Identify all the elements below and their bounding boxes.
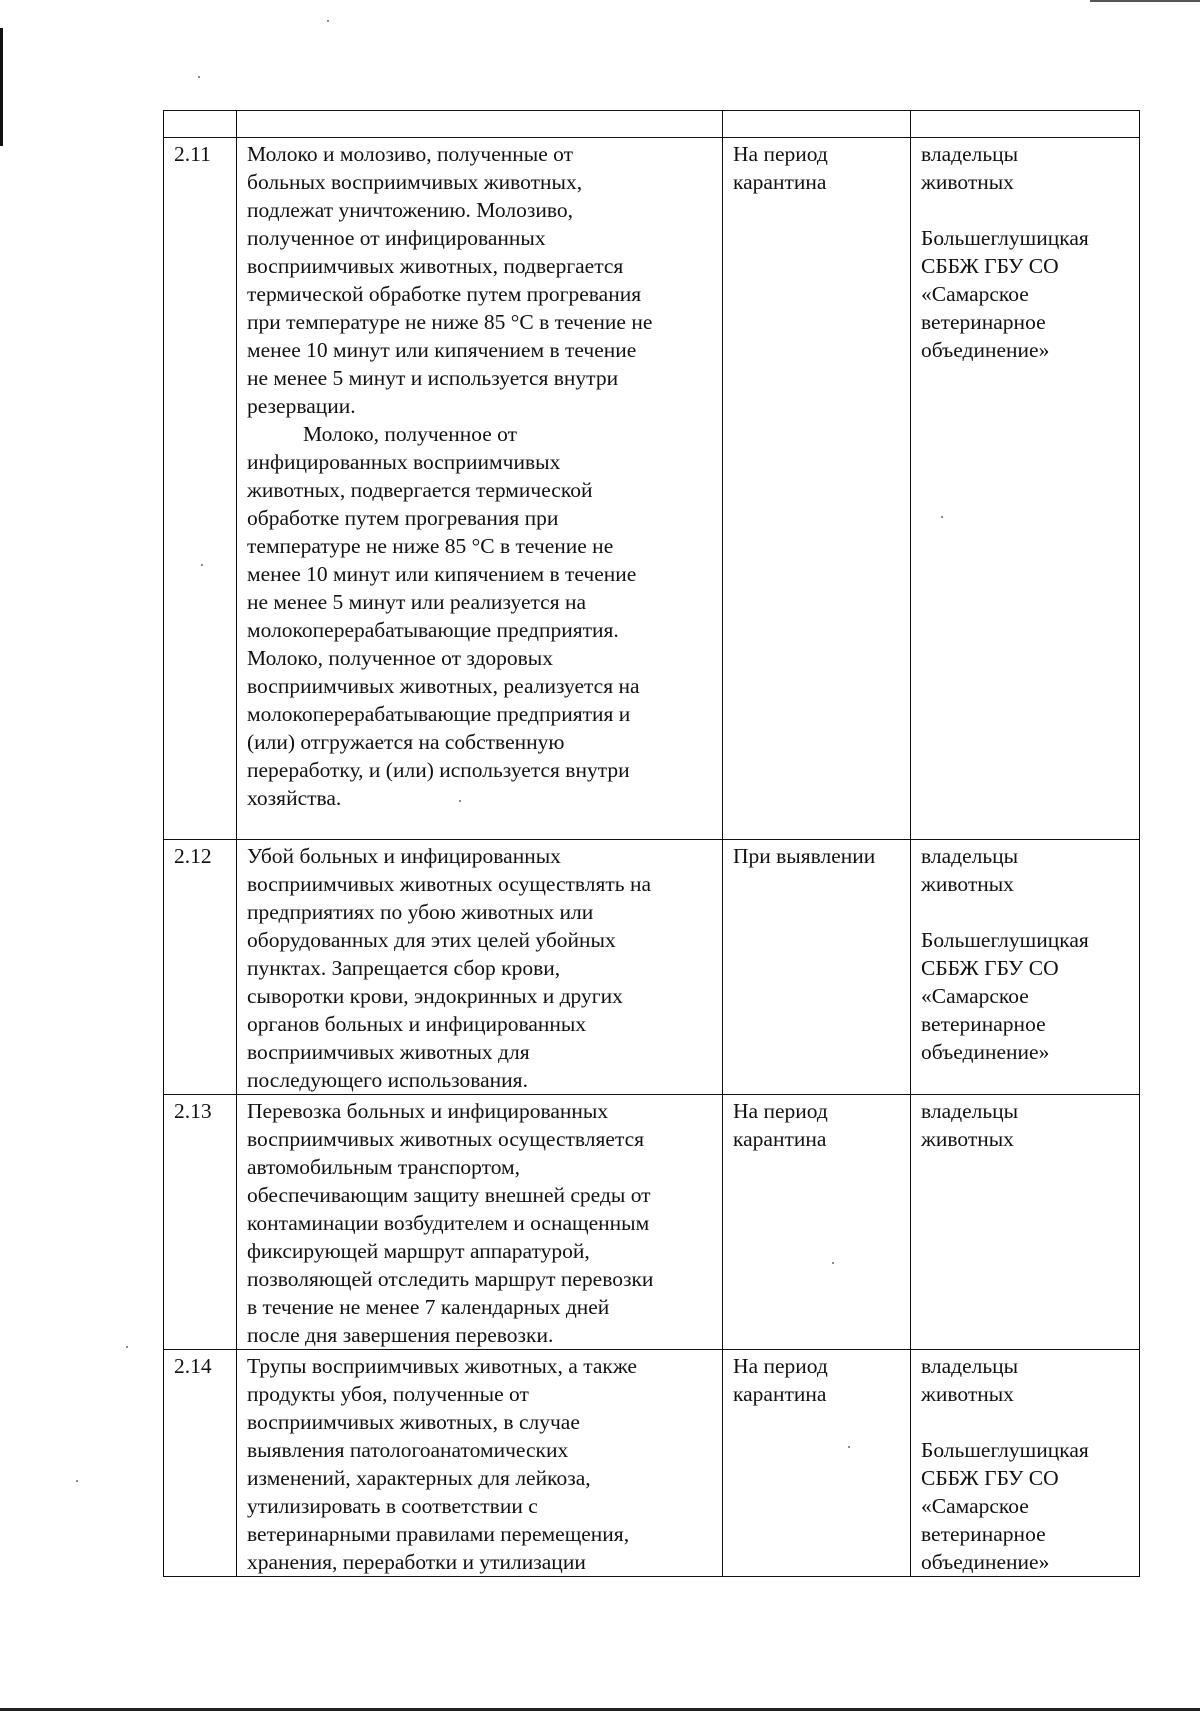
description-line: в течение не менее 7 календарных дней <box>247 1295 610 1319</box>
term-line: карантина <box>733 170 827 194</box>
header-cell <box>164 111 237 138</box>
responsible-line: «Самарское <box>921 984 1029 1008</box>
scan-speck <box>198 76 200 78</box>
term-line: На период <box>733 142 828 166</box>
description-line: Трупы восприимчивых животных, а также <box>247 1354 637 1378</box>
row-number: 2.13 <box>174 1099 212 1123</box>
responsible-line: ветеринарное <box>921 1012 1046 1036</box>
description-line: предприятиях по убою животных или <box>247 900 594 924</box>
description-line: восприимчивых животных осуществлять на <box>247 872 652 896</box>
description-line: Убой больных и инфицированных <box>247 844 561 868</box>
row-number: 2.11 <box>174 142 211 166</box>
description-line: позволяющей отследить маршрут перевозки <box>247 1267 654 1291</box>
responsible-line: «Самарское <box>921 282 1029 306</box>
term-cell <box>723 138 911 840</box>
description-line: органов больных и инфицированных <box>247 1012 587 1036</box>
term-line: При выявлении <box>733 844 876 868</box>
description-line: утилизировать в соответствии с <box>247 1494 538 1518</box>
scan-speck <box>126 1346 128 1348</box>
description-line: восприимчивых животных, подвергается <box>247 254 624 278</box>
description-line: продукты убоя, полученные от <box>247 1382 529 1406</box>
description-line: хозяйства. <box>247 786 342 810</box>
header-cell <box>911 111 1140 138</box>
term-cell <box>723 1350 911 1577</box>
responsible-gap <box>921 196 1131 224</box>
responsible-line: животных <box>921 872 1014 896</box>
responsible-line: объединение» <box>921 338 1050 362</box>
responsible-line: объединение» <box>921 1040 1050 1064</box>
description-line: восприимчивых животных, в случае <box>247 1410 580 1434</box>
description-line: изменений, характерных для лейкоза, <box>247 1466 591 1490</box>
responsible-cell <box>911 840 1140 1095</box>
row-number-cell <box>164 840 237 1095</box>
description-line: Перевозка больных и инфицированных <box>247 1099 609 1123</box>
scan-speck <box>327 20 329 22</box>
description-line: переработку, и (или) используется внутри <box>247 758 630 782</box>
description-line: Молоко и молозиво, полученные от <box>247 142 573 166</box>
scan-speck <box>76 1480 78 1482</box>
description-line: полученное от инфицированных <box>247 226 546 250</box>
description-line: обеспечивающим защиту внешней среды от <box>247 1183 651 1207</box>
measure-description-cell <box>237 1095 723 1350</box>
term-cell <box>723 840 911 1095</box>
description-line: менее 10 минут или кипячением в течение <box>247 338 637 362</box>
measures-table <box>163 110 1140 1577</box>
description-line: фиксирующей маршрут аппаратурой, <box>247 1239 590 1263</box>
table-row <box>164 840 1140 1095</box>
scan-top-mark <box>1090 0 1200 2</box>
table-header-row <box>164 111 1140 138</box>
term-cell <box>723 1095 911 1350</box>
description-line: (или) отгружается на собственную <box>247 730 565 754</box>
description-line: при температуре не ниже 85 °С в течение не <box>247 310 653 334</box>
responsible-line: владельцы <box>921 844 1019 868</box>
scan-edge-mark <box>0 28 3 146</box>
row-number: 2.12 <box>174 844 212 868</box>
description-line: не менее 5 минут или реализуется на <box>247 590 587 614</box>
description-line: инфицированных восприимчивых <box>247 450 561 474</box>
row-number-cell <box>164 138 237 840</box>
responsible-line: СББЖ ГБУ СО <box>921 1466 1059 1490</box>
header-cell <box>237 111 723 138</box>
table-row <box>164 1095 1140 1350</box>
responsible-line: животных <box>921 1382 1014 1406</box>
measure-description-cell <box>237 1350 723 1577</box>
row-number-cell <box>164 1350 237 1577</box>
description-line: менее 10 минут или кипячением в течение <box>247 562 637 586</box>
responsible-line: объединение» <box>921 1550 1050 1574</box>
term-line: карантина <box>733 1382 827 1406</box>
description-line: автомобильным транспортом, <box>247 1155 521 1179</box>
responsible-line: СББЖ ГБУ СО <box>921 254 1059 278</box>
responsible-line: СББЖ ГБУ СО <box>921 956 1059 980</box>
description-line: восприимчивых животных для <box>247 1040 530 1064</box>
table-row <box>164 138 1140 840</box>
responsible-line: ветеринарное <box>921 1522 1046 1546</box>
description-line: восприимчивых животных осуществляется <box>247 1127 645 1151</box>
responsible-line: владельцы <box>921 1099 1019 1123</box>
term-line: На период <box>733 1099 828 1123</box>
description-line: восприимчивых животных, реализуется на <box>247 674 640 698</box>
description-line: после дня завершения перевозки. <box>247 1323 554 1347</box>
scan-bottom-mark <box>0 1708 1200 1711</box>
table-row <box>164 1350 1140 1577</box>
description-line: хранения, переработки и утилизации <box>247 1550 586 1574</box>
description-line: сыворотки крови, эндокринных и других <box>247 984 623 1008</box>
description-line: животных, подвергается термической <box>247 478 593 502</box>
responsible-line: Большеглушицкая <box>921 928 1089 952</box>
responsible-line: владельцы <box>921 1354 1019 1378</box>
description-line: выявления патологоанатомических <box>247 1438 569 1462</box>
term-line: На период <box>733 1354 828 1378</box>
description-line: пунктах. Запрещается сбор крови, <box>247 956 561 980</box>
responsible-cell <box>911 138 1140 840</box>
description-line: молокоперерабатывающие предприятия и <box>247 702 631 726</box>
description-line: подлежат уничтожению. Молозиво, <box>247 198 573 222</box>
responsible-line: ветеринарное <box>921 310 1046 334</box>
responsible-cell <box>911 1095 1140 1350</box>
description-line: резервации. <box>247 394 356 418</box>
responsible-line: животных <box>921 170 1014 194</box>
row-number: 2.14 <box>174 1354 212 1378</box>
header-cell <box>723 111 911 138</box>
responsible-cell <box>911 1350 1140 1577</box>
responsible-line: животных <box>921 1127 1014 1151</box>
description-line: ветеринарными правилами перемещения, <box>247 1522 630 1546</box>
description-line: не менее 5 минут и используется внутри <box>247 366 619 390</box>
description-line: обработке путем прогревания при <box>247 506 559 530</box>
table-body <box>164 111 1140 1577</box>
responsible-line: Большеглушицкая <box>921 1438 1089 1462</box>
description-line: последующего использования. <box>247 1068 528 1092</box>
responsible-gap <box>921 1408 1131 1436</box>
description-line: термической обработке путем прогревания <box>247 282 642 306</box>
row-number-cell <box>164 1095 237 1350</box>
description-line: молокоперерабатывающие предприятия. <box>247 618 619 642</box>
responsible-gap <box>921 898 1131 926</box>
measure-description-cell <box>237 138 723 840</box>
description-line: температуре не ниже 85 °С в течение не <box>247 534 614 558</box>
term-line: карантина <box>733 1127 827 1151</box>
description-line: оборудованных для этих целей убойных <box>247 928 616 952</box>
description-line: Молоко, полученное от <box>303 422 517 446</box>
measure-description-cell <box>237 840 723 1095</box>
description-line: контаминации возбудителем и оснащенным <box>247 1211 650 1235</box>
responsible-line: владельцы <box>921 142 1019 166</box>
responsible-line: Большеглушицкая <box>921 226 1089 250</box>
description-line: больных восприимчивых животных, <box>247 170 583 194</box>
description-line: Молоко, полученное от здоровых <box>247 646 554 670</box>
responsible-line: «Самарское <box>921 1494 1029 1518</box>
